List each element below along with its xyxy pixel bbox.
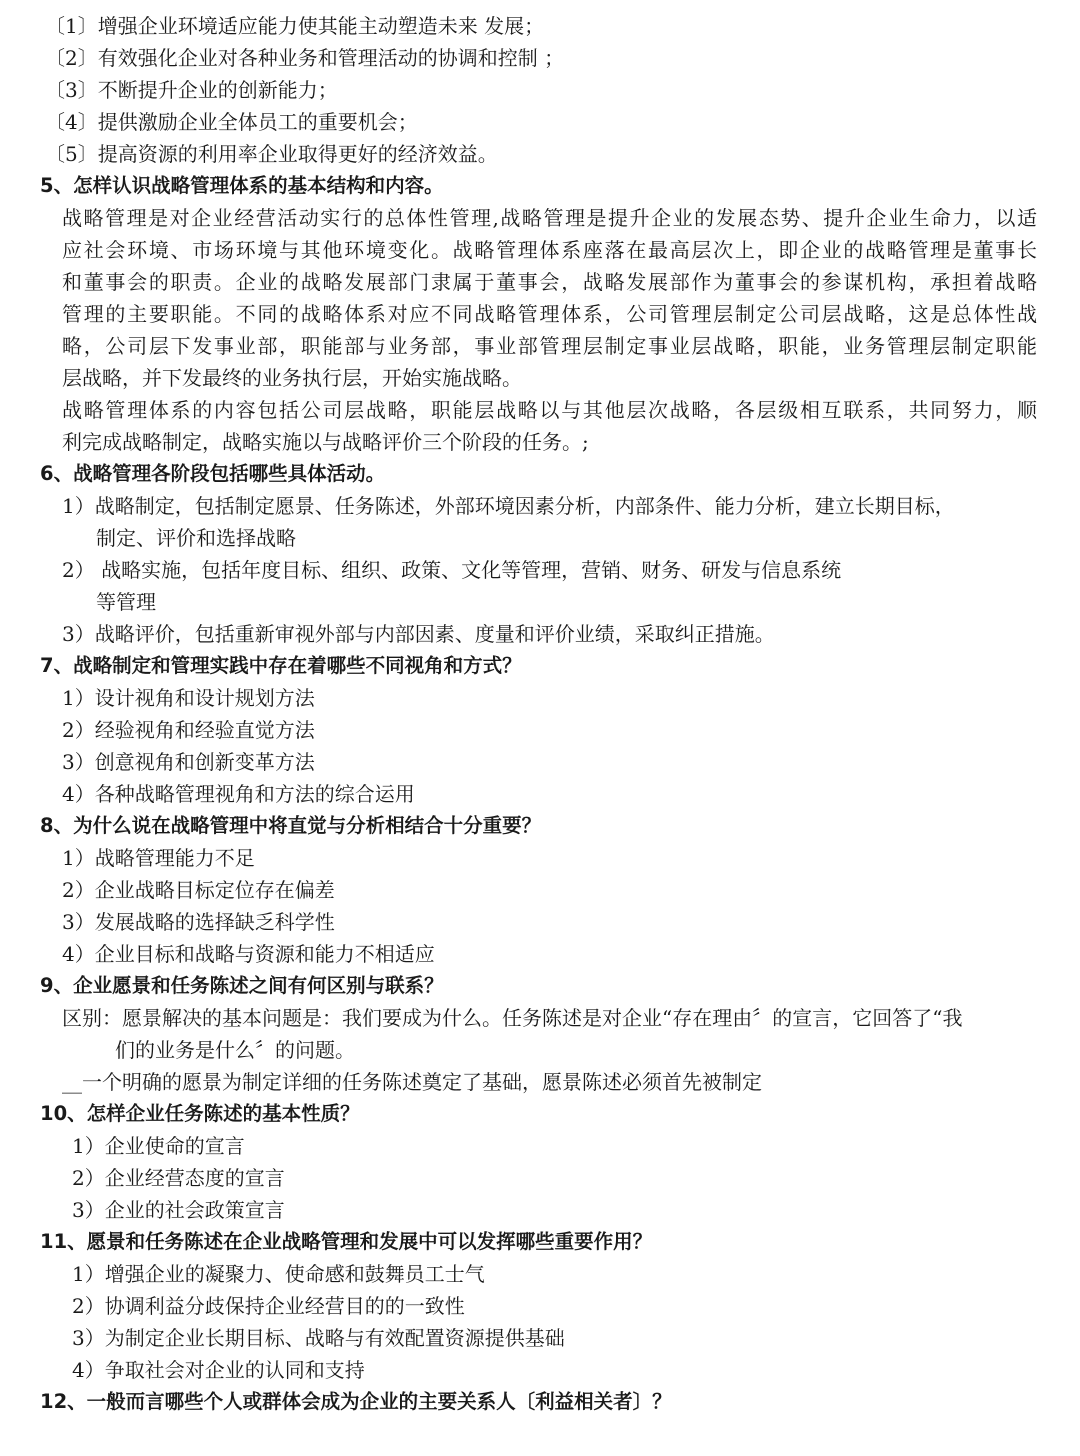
list-item: 〔4〕提供激励企业全体员工的重要机会； [45, 110, 418, 134]
paragraph-line: 战略管理体系的内容包括公司层战略，职能层战略以与其他层次战略，各层级相互联系，共同努力，顺 [62, 398, 1037, 422]
question-heading: 11、愿景和任务陈述在企业战略管理和发展中可以发挥哪些重要作用？ [40, 1230, 653, 1253]
list-item: 4）争取社会对企业的认同和支持 [72, 1358, 365, 1382]
paragraph-line: 管理的主要职能。不同的战略体系对应不同战略管理体系，公司管理层制定公司层战略，这是总体性战 [62, 302, 1037, 326]
question-heading: 10、怎样企业任务陈述的基本性质？ [40, 1102, 360, 1125]
question-heading: 9、企业愿景和任务陈述之间有何区别与联系？ [40, 974, 444, 997]
list-item: 〔5〕提高资源的利用率企业取得更好的经济效益。 [45, 142, 498, 166]
list-item: 3）企业的社会政策宣言 [72, 1198, 285, 1222]
list-item-continuation: 制定、评价和选择战略 [96, 526, 296, 550]
paragraph-line: 应社会环境、市场环境与其他环境变化。战略管理体系座落在最高层次上，即企业的战略管理是董事长 [62, 238, 1037, 262]
question-heading: 5、怎样认识战略管理体系的基本结构和内容。 [40, 174, 444, 197]
paragraph-line: 略，公司层下发事业部，职能部与业务部，事业部管理层制定事业层战略，职能，业务管理层制定职能 [62, 334, 1037, 358]
list-item: 〔1〕增强企业环境适应能力使其能主动塑造未来 发展； [45, 14, 545, 38]
list-item: 2）企业战略目标定位存在偏差 [62, 878, 335, 902]
list-item: 〔2〕有效强化企业对各种业务和管理活动的协调和控制 ； [45, 46, 565, 70]
list-item: 2） 战略实施，包括年度目标、组织、政策、文化等管理，营销、财务、研发与信息系统 [62, 558, 842, 582]
list-item: 2）协调利益分歧保持企业经营目的的一致性 [72, 1294, 465, 1318]
question-heading: 6、战略管理各阶段包括哪些具体活动。 [40, 462, 386, 485]
list-item: 〔3〕不断提升企业的创新能力； [45, 78, 338, 102]
list-item: 3）为制定企业长期目标、战略与有效配置资源提供基础 [72, 1326, 565, 1350]
paragraph-line: __一个明确的愿景为制定详细的任务陈述奠定了基础，愿景陈述必须首先被制定 [62, 1070, 762, 1094]
list-item: 4）各种战略管理视角和方法的综合运用 [62, 782, 415, 806]
paragraph-line: 层战略，并下发最终的业务执行层，开始实施战略。 [62, 366, 522, 390]
paragraph-line: 和董事会的职责。企业的战略发展部门隶属于董事会，战略发展部作为董事会的参谋机构，承担着战略 [62, 270, 1037, 294]
question-heading: 8、为什么说在战略管理中将直觉与分析相结合十分重要？ [40, 814, 542, 837]
list-item: 3）战略评价，包括重新审视外部与内部因素、度量和评价业绩，采取纠正措施。 [62, 622, 775, 646]
paragraph-line: 们的业务是什么〞的问题。 [115, 1038, 355, 1062]
list-item: 1）战略制定，包括制定愿景、任务陈述，外部环境因素分析，内部条件、能力分析，建立长期目标， [62, 494, 955, 518]
list-item: 1）战略管理能力不足 [62, 846, 255, 870]
list-item: 4）企业目标和战略与资源和能力不相适应 [62, 942, 435, 966]
list-item: 1）设计视角和设计规划方法 [62, 686, 315, 710]
paragraph-line: 战略管理是对企业经营活动实行的总体性管理,战略管理是提升企业的发展态势、提升企业生命力，以适 [62, 206, 1037, 230]
question-heading: 12、一般而言哪些个人或群体会成为企业的主要关系人〔利益相关者〕？ [40, 1390, 672, 1413]
list-item: 2）经验视角和经验直觉方法 [62, 718, 315, 742]
list-item: 3）创意视角和创新变革方法 [62, 750, 315, 774]
paragraph-line: 利完成战略制定，战略实施以与战略评价三个阶段的任务。; [62, 430, 589, 454]
list-item: 3）发展战略的选择缺乏科学性 [62, 910, 335, 934]
question-heading: 7、战略制定和管理实践中存在着哪些不同视角和方式？ [40, 654, 522, 677]
list-item: 1）企业使命的宣言 [72, 1134, 245, 1158]
paragraph-line: 区别：愿景解决的基本问题是：我们要成为什么。任务陈述是对企业“存在理由〞的宣言，它回答了“我 [62, 1006, 963, 1030]
list-item: 2）企业经营态度的宣言 [72, 1166, 285, 1190]
list-item: 1）增强企业的凝聚力、使命感和鼓舞员工士气 [72, 1262, 485, 1286]
list-item-continuation: 等管理 [96, 590, 156, 614]
